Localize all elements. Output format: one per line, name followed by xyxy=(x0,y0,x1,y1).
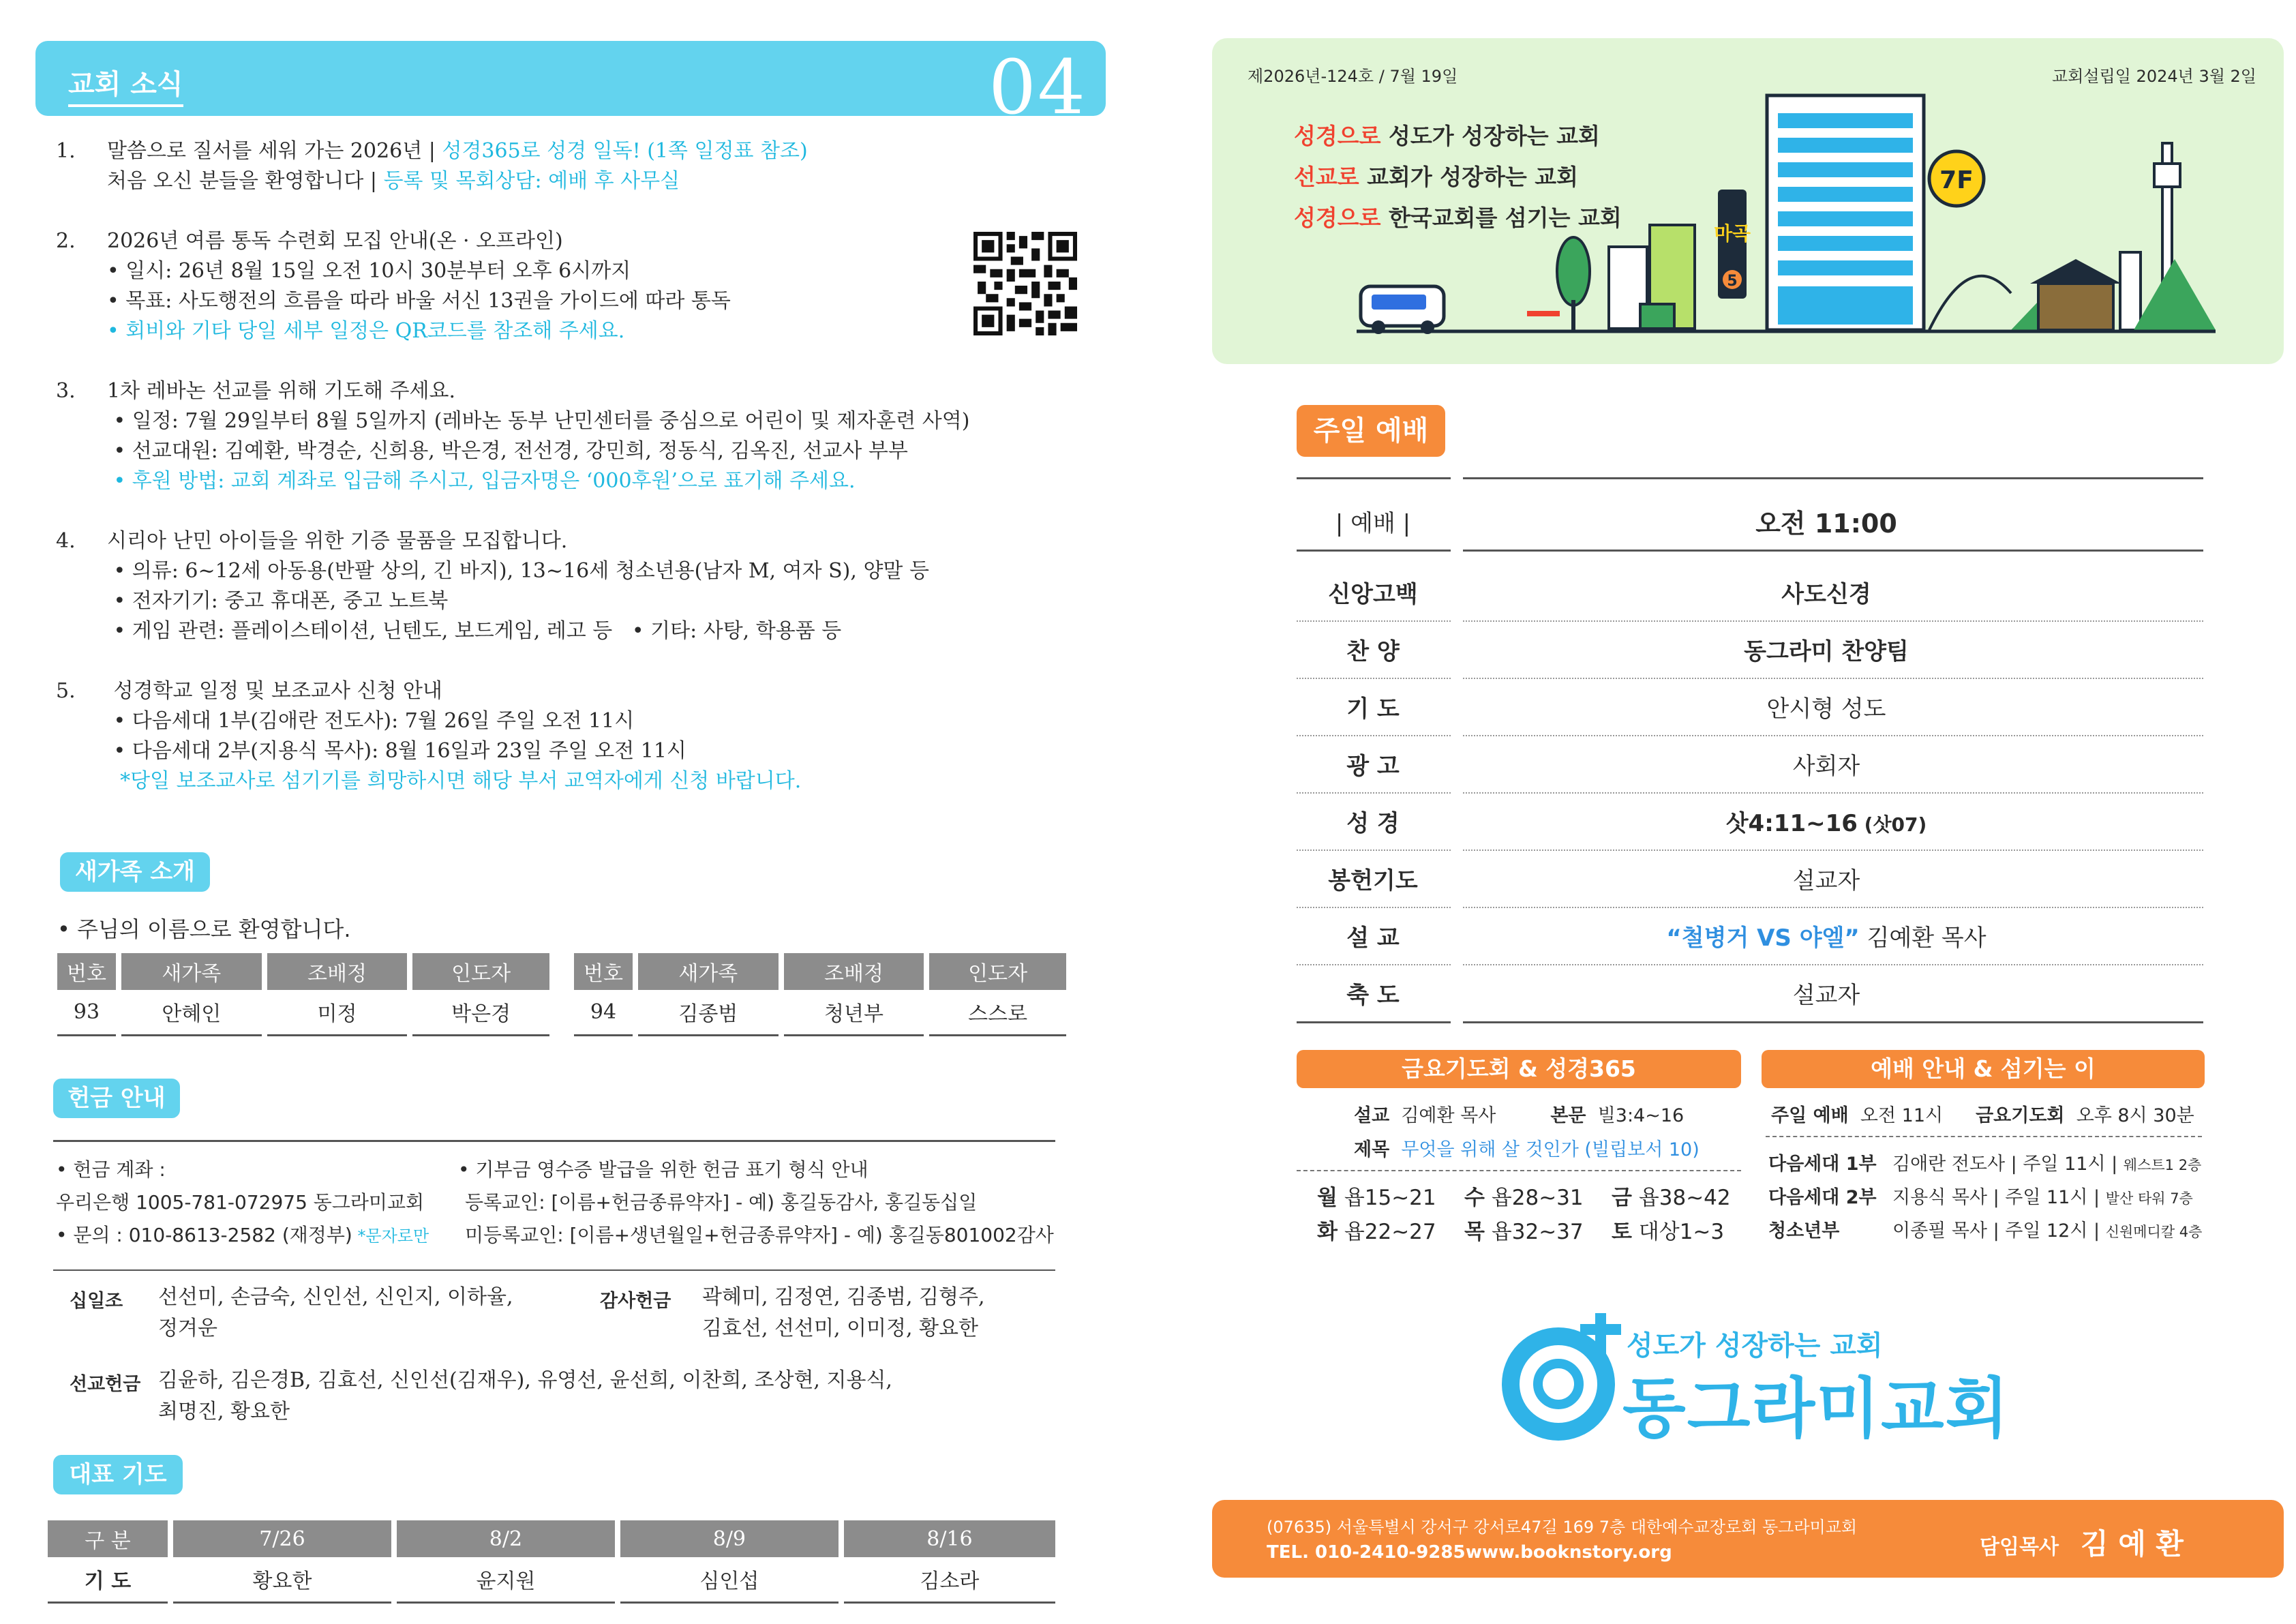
service-times: 주일 예배 오전 11시 금요기도회 오후 8시 30분 xyxy=(1771,1105,2194,1126)
news-text: 2026년 여름 통독 수련회 모집 안내(온 · 오프라인) xyxy=(107,229,563,253)
divider xyxy=(1463,477,2203,479)
contact: • 문의 : 010-8613-2582 (재정부) *문자로만 xyxy=(56,1224,429,1246)
news-header-bar xyxy=(35,41,1106,116)
col-header: 8/2 xyxy=(394,1520,618,1557)
divider xyxy=(1766,1136,2202,1137)
col-header: 번호 xyxy=(574,953,635,990)
news-item-number: 5. xyxy=(56,679,76,703)
dept-row: 청소년부 이종필 목사 | 주일 12시 | 신원메디칼 4층 xyxy=(1768,1220,2203,1242)
news-text: • 전자기기: 중고 휴대폰, 중고 노트북 xyxy=(107,589,449,613)
news-text: 처음 오신 분들을 환영합니다 | xyxy=(107,169,384,193)
news-line xyxy=(107,226,1078,256)
worship-item-value xyxy=(1449,747,2203,781)
issue-info: 제2026년-124호 / 7월 19일 xyxy=(1248,67,1458,86)
worship-row xyxy=(1297,563,2203,620)
news-text: • 선교대원: 김예환, 박경순, 신희용, 박은경, 전선경, 강민희, 정동식, 김옥진, 선교사 부부 xyxy=(107,439,908,463)
news-line xyxy=(107,736,1078,766)
worship-item-value xyxy=(1449,690,2203,723)
worship-value-text: 삿4:11~16 xyxy=(1725,809,1858,837)
col-header: 8/16 xyxy=(841,1520,1055,1557)
news-line xyxy=(107,256,1078,286)
sms-note: *문자로만 xyxy=(352,1227,429,1246)
news-item-number: 1. xyxy=(56,139,76,163)
tithe-names: 선선미, 손금숙, 신인선, 신인지, 이하율, 정겨운 xyxy=(158,1285,513,1340)
cell: 황요한 xyxy=(170,1557,394,1602)
news-line xyxy=(107,556,1078,586)
news-text: • 회비와 기타 당일 세부 일정은 QR코드를 참조해 주세요. xyxy=(107,319,625,343)
col-header: 구 분 xyxy=(48,1520,170,1557)
receipt-note: • 기부금 영수증 발급을 위한 헌금 표기 형식 안내 xyxy=(458,1158,868,1181)
worship-item-label: 축 도 xyxy=(1346,981,1400,1009)
news-text: • 일시: 26년 8월 15일 오전 10시 30분부터 오후 6시까지 xyxy=(107,259,631,283)
mission-label: 선교헌금 xyxy=(70,1374,141,1395)
col-header: 조배정 xyxy=(781,953,927,990)
cell: 윤지원 xyxy=(394,1557,618,1602)
news-item-number: 4. xyxy=(56,529,76,553)
news-item xyxy=(56,676,1078,796)
cell: 안혜인 xyxy=(119,990,265,1035)
worship-title: 주일 예배 xyxy=(1297,405,1445,457)
col-header: 인도자 xyxy=(926,953,1066,990)
offering-right xyxy=(458,1154,1054,1252)
worship-row xyxy=(1297,735,2203,792)
divider xyxy=(1297,1170,1741,1171)
friday-topic: 무엇을 위해 살 것인가 (빌립보서 10) xyxy=(1401,1139,1700,1160)
worship-item-label: 찬 양 xyxy=(1346,637,1400,665)
worship-value-text: “철병거 VS 야엘” xyxy=(1666,924,1860,952)
news-text: 1차 레바논 선교를 위해 기도해 주세요. xyxy=(107,379,456,403)
news-line xyxy=(107,166,1078,196)
news-item xyxy=(56,136,1078,196)
friday-title: 금요기도회 & 성경365 xyxy=(1297,1050,1741,1088)
cell: 청년부 xyxy=(781,990,927,1035)
worship-item-value xyxy=(1449,862,2203,895)
reading-plan: 월 욥15~21 수 욥28~31 금 욥38~42 화 욥22~27 목 욥32~37 토 대상1~3 xyxy=(1317,1186,1731,1244)
news-line xyxy=(107,466,1078,496)
news-line xyxy=(107,586,1078,616)
cell: 김종범 xyxy=(635,990,781,1035)
col-header: 조배정 xyxy=(265,953,410,990)
news-text: • 후원 방법: 교회 계좌로 입금해 주시고, 입금자명은 ‘000후원’으로 표기해 주세요. xyxy=(107,469,856,493)
worship-item-label: 신앙고백 xyxy=(1328,580,1418,608)
prayer-title: 대표 기도 xyxy=(53,1455,183,1494)
station-sign-label: 마곡 xyxy=(1713,222,1751,245)
worship-value-text: 설교자 xyxy=(1792,981,1860,1009)
friday-info: 설교 김예환 목사 본문 빌3:4~16 제목 무엇을 위해 살 것인가 (빌립보서 10) xyxy=(1354,1105,1700,1160)
news-line xyxy=(107,406,1078,436)
account-label: • 헌금 계좌 : xyxy=(56,1158,166,1181)
row-divider xyxy=(1297,1021,1451,1023)
worship-item-value xyxy=(1449,919,2203,952)
qr-code-icon[interactable] xyxy=(973,232,1077,335)
col-header: 새가족 xyxy=(119,953,265,990)
worship-value-extra: 김예환 목사 xyxy=(1859,924,1987,952)
col-header: 번호 xyxy=(57,953,119,990)
logo-tagline: 성도가 성장하는 교회 xyxy=(1627,1330,1883,1362)
cell: 스스로 xyxy=(926,990,1066,1035)
worship-row xyxy=(1297,849,2203,907)
receipt-nonmember: 미등록교인: [이름+생년월일+헌금종류약자] - 예) 홍길동801002감사 xyxy=(465,1224,1054,1246)
worship-item-label: 성 경 xyxy=(1346,809,1400,837)
account-number: 우리은행 1005-781-072975 동그라미교회 xyxy=(56,1191,425,1214)
worship-value-text: 사회자 xyxy=(1792,752,1860,780)
news-line xyxy=(107,286,1078,316)
footer-tel: TEL. 010-2410-9285 xyxy=(1267,1542,1466,1563)
divider xyxy=(53,1140,1055,1142)
news-text: • 목표: 사도행전의 흐름을 따라 바울 서신 13권을 가이드에 따라 통독 xyxy=(107,289,731,313)
pastor-name: 김 예 환 xyxy=(2081,1527,2184,1561)
cell: 박은경 xyxy=(410,990,549,1035)
cell: 김소라 xyxy=(841,1557,1055,1602)
cell: 93 xyxy=(57,990,119,1035)
col-header: 8/9 xyxy=(618,1520,841,1557)
newfamily-table-2 xyxy=(574,953,1066,1036)
dept-row: 다음세대 2부 지용식 목사 | 주일 11시 | 발산 타워 7층 xyxy=(1768,1187,2193,1208)
worship-row xyxy=(1297,907,2203,964)
news-text: 성경학교 일정 및 보조교사 신청 안내 xyxy=(107,679,442,703)
row-divider xyxy=(1463,1021,2203,1023)
city-illustration xyxy=(1357,89,2216,342)
worship-item-value xyxy=(1449,502,2203,540)
worship-value-text: 동그라미 찬양팀 xyxy=(1744,637,1909,665)
newfamily-table-1 xyxy=(57,953,549,1036)
thanks-label: 감사헌금 xyxy=(600,1291,671,1312)
cell: 기 도 xyxy=(48,1557,170,1602)
cell: 심인섭 xyxy=(618,1557,841,1602)
news-text: 시리아 난민 아이들을 위한 기증 물품을 모집합니다. xyxy=(107,529,568,553)
news-line xyxy=(107,616,1078,646)
row-divider xyxy=(1463,550,2203,552)
cell: 미정 xyxy=(265,990,410,1035)
news-item xyxy=(56,526,1078,646)
news-line xyxy=(107,436,1078,466)
mission-names: 김윤하, 김은경B, 김효선, 신인선(김재우), 유영선, 윤선희, 이찬희, 조상현, 지용식, 최명진, 황요한 xyxy=(158,1368,892,1424)
news-list xyxy=(56,136,1078,826)
news-text: *당일 보조교사로 섬기기를 희망하시면 해당 부서 교역자에게 신청 바랍니다. xyxy=(107,769,802,793)
worship-row xyxy=(1297,964,2203,1021)
table-row xyxy=(48,1557,1055,1602)
col-header: 7/26 xyxy=(170,1520,394,1557)
slogan-1: 성경으로 성도가 성장하는 교회 xyxy=(1294,123,1600,149)
station-sign-number: 5 xyxy=(1727,273,1738,290)
row-divider xyxy=(1297,550,1451,552)
newfamily-welcome: • 주님의 이름으로 환영합니다. xyxy=(57,916,351,942)
founded-date: 교회설립일 2024년 3월 2일 xyxy=(2052,67,2256,86)
prayer-table xyxy=(48,1520,1055,1604)
news-line xyxy=(107,706,1078,736)
worship-value-extra: (삿07) xyxy=(1857,813,1927,836)
news-line xyxy=(107,376,1078,406)
news-text: • 의류: 6~12세 아동용(반팔 상의, 긴 바지), 13~16세 청소년용(남자 M, 여자 S), 양말 등 xyxy=(107,559,929,583)
worship-row xyxy=(1297,678,2203,735)
worship-item-value xyxy=(1449,575,2203,609)
news-line xyxy=(107,136,1078,166)
worship-value-text: 설교자 xyxy=(1792,867,1860,894)
worship-row xyxy=(1297,792,2203,849)
worship-row xyxy=(1297,492,2203,550)
news-item-number: 2. xyxy=(56,229,76,253)
worship-row xyxy=(1297,620,2203,678)
slogan-2: 선교로 교회가 성장하는 교회 xyxy=(1294,164,1579,190)
departments xyxy=(1768,1148,2202,1248)
offering-title: 헌금 안내 xyxy=(53,1079,180,1118)
newfamily-title: 새가족 소개 xyxy=(60,852,210,892)
divider xyxy=(1297,477,1451,479)
table-row xyxy=(57,990,549,1035)
pastor-label: 담임목사 xyxy=(1980,1535,2059,1559)
news-text: 성경365로 성경 일독! (1쪽 일정표 참조) xyxy=(442,139,808,163)
worship-value-text: 사도신경 xyxy=(1781,580,1871,608)
news-text: • 일정: 7월 29일부터 8월 5일까지 (레바논 동부 난민센터를 중심으로 어린이 및 제자훈련 사역) xyxy=(107,409,970,433)
thanks-names: 곽혜미, 김정연, 김종범, 김형주, 김효선, 선선미, 이미정, 황요한 xyxy=(702,1285,985,1340)
news-text: • 다음세대 2부(지용식 목사): 8월 16일과 23일 주일 오전 11시 xyxy=(107,739,686,763)
news-title: 교회 소식 xyxy=(68,63,183,107)
dept-row: 다음세대 1부 김애란 전도사 | 주일 11시 | 웨스트1 2층 xyxy=(1768,1154,2202,1175)
news-text: 등록 및 목회상담: 예배 후 사무실 xyxy=(383,169,680,193)
news-text: • 게임 관련: 플레이스테이션, 닌텐도, 보드게임, 레고 등 • 기타: 사탕, 학용품 등 xyxy=(107,619,842,643)
worship-item-label: 봉헌기도 xyxy=(1328,867,1418,894)
worship-item-value xyxy=(1449,976,2203,1010)
footer-website-link[interactable]: www.booknstory.org xyxy=(1466,1542,1672,1563)
news-item xyxy=(56,226,1078,346)
receipt-member: 등록교인: [이름+헌금종류약자] - 예) 홍길동감사, 홍길동십일 xyxy=(465,1191,978,1214)
cell: 94 xyxy=(574,990,635,1035)
service-title: 예배 안내 & 섬기는 이 xyxy=(1762,1050,2205,1088)
worship-item-label: 광 고 xyxy=(1346,752,1400,780)
news-item xyxy=(56,376,1078,496)
news-line xyxy=(107,766,1078,796)
divider xyxy=(53,1269,1055,1271)
footer-address: (07635) 서울특별시 강서구 강서로47길 169 7층 대한예수교장로회 동그라미교회 xyxy=(1267,1518,1858,1537)
worship-item-value xyxy=(1449,805,2203,838)
news-item-number: 3. xyxy=(56,379,76,403)
logo-name: 동그라미교회 xyxy=(1622,1370,2010,1447)
church-logo-icon xyxy=(1493,1309,1629,1445)
worship-item-label: 기 도 xyxy=(1346,695,1400,723)
table-row xyxy=(574,990,1066,1035)
worship-item-label: | 예배 | xyxy=(1335,509,1411,537)
tithe-label: 십일조 xyxy=(70,1291,123,1312)
news-text: 말씀으로 질서를 세워 가는 2026년 | xyxy=(107,139,442,163)
news-line xyxy=(107,676,1078,706)
page-number: 04 xyxy=(988,44,1087,131)
worship-item-value xyxy=(1449,633,2203,666)
worship-value-text: 안시형 성도 xyxy=(1766,695,1886,723)
news-line xyxy=(107,526,1078,556)
news-line xyxy=(107,316,1078,346)
floor-badge: 7F xyxy=(1939,166,1974,194)
news-text: • 다음세대 1부(김애란 전도사): 7월 26일 주일 오전 11시 xyxy=(107,709,635,733)
offering-left xyxy=(56,1154,429,1252)
col-header: 새가족 xyxy=(635,953,781,990)
col-header: 인도자 xyxy=(410,953,549,990)
worship-item-label: 설 교 xyxy=(1346,924,1400,952)
worship-value-text: 오전 11:00 xyxy=(1755,508,1897,539)
slogan-3: 성경으로 한국교회를 섬기는 교회 xyxy=(1294,205,1622,231)
